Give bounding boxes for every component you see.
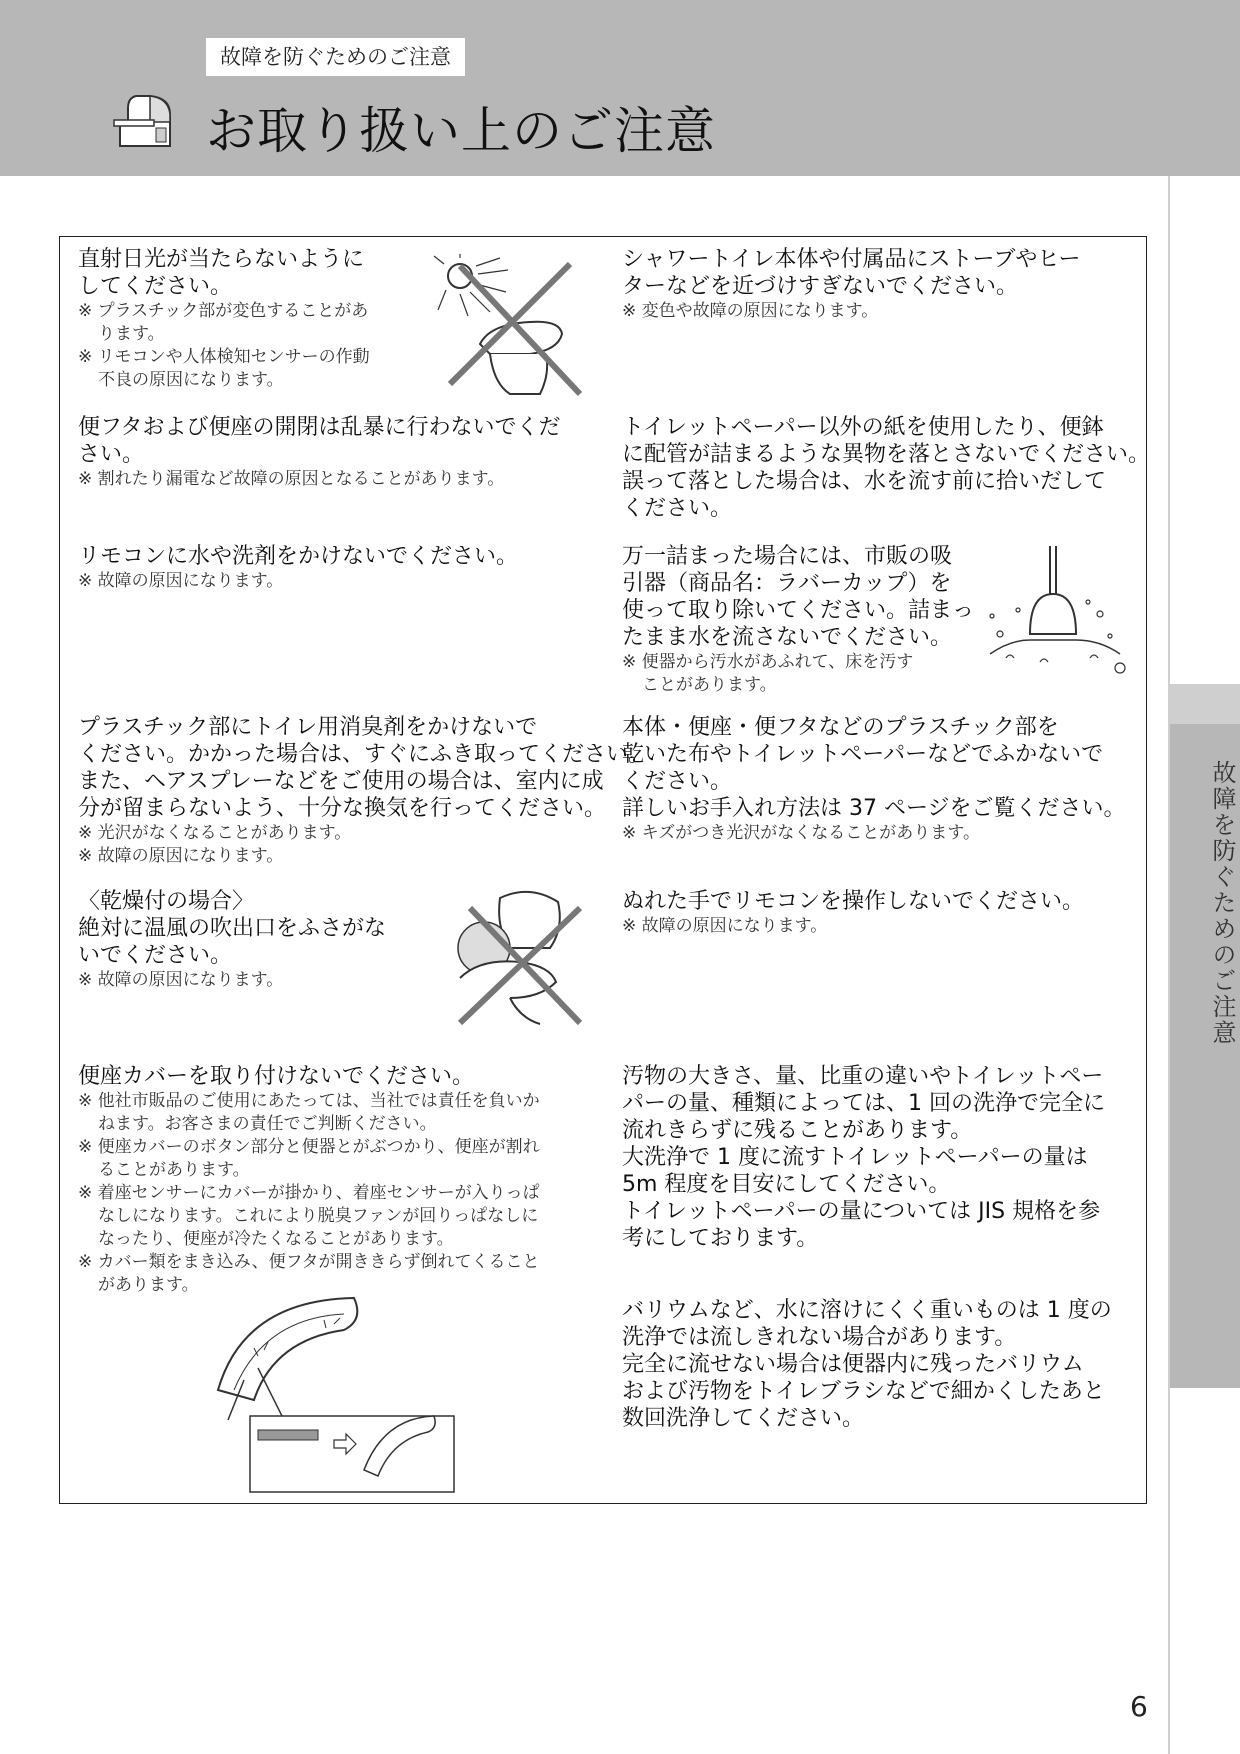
caution-note-line: ※ 着座センサーにカバーが掛かり、着座センサーが入りっぱ [78, 1183, 540, 1203]
caution-heading-line: 詳しいお手入れ方法は 37 ページをご覧ください。 [622, 796, 1126, 821]
caution-heading-line: いでください。 [78, 943, 233, 968]
caution-note-line: ※ 故障の原因になります。 [78, 571, 284, 591]
caution-note-line: ※ 便座カバーのボタン部分と便器とがぶつかり、便座が割れ [78, 1137, 540, 1157]
dryer-outlet-illustration [440, 888, 590, 1032]
side-tab-label: 故障を防ぐためのご注意 [1208, 760, 1236, 1046]
caution-note-line: ※ 割れたり漏電など故障の原因となることがあります。 [78, 469, 505, 489]
caution-heading-line: 考にしております。 [622, 1226, 819, 1251]
caution-note-line: ※ 故障の原因になります。 [622, 916, 828, 936]
caution-heading-line: 本体・便座・便フタなどのプラスチック部を [622, 715, 1059, 740]
caution-note-line: ※ 便器から汚水があふれて、床を汚す [622, 652, 914, 672]
caution-heading-line: 洗浄では流しきれない場合があります。 [622, 1325, 1017, 1350]
caution-seat-cover [78, 1063, 540, 1297]
caution-heading-line: ください。かかった場合は、すぐにふき取ってください。 [78, 742, 651, 767]
caution-note-line: ※ 故障の原因になります。 [78, 846, 284, 866]
seat-cover-illustration [214, 1290, 464, 1499]
page-number: 6 [1130, 1690, 1148, 1723]
caution-heading-line: ください。 [622, 769, 733, 794]
caution-heading-line: 5m 程度を目安にしてください。 [622, 1172, 951, 1197]
caution-heading-line: プラスチック部にトイレ用消臭剤をかけないで [78, 715, 538, 740]
caution-heading-line: 汚物の大きさ、量、比重の違いやトイレットペー [622, 1064, 1104, 1089]
caution-heading-line: 直射日光が当たらないように [78, 247, 365, 272]
caution-heading-line: 大洗浄で 1 度に流すトイレットペーパーの量は [622, 1145, 1088, 1170]
caution-note-line: ※ キズがつき光沢がなくなることがあります。 [622, 823, 980, 843]
caution-heading-line: してください。 [78, 274, 233, 299]
caution-heading-line: バリウムなど、水に溶けにくく重いものは 1 度の [622, 1298, 1112, 1323]
caution-note-line: なったり、便座が冷たくなることがあります。 [98, 1229, 454, 1249]
caution-heading-line: パーの量、種類によっては、1 回の洗浄で完全に [622, 1091, 1105, 1116]
caution-note-line: ることがあります。 [98, 1160, 250, 1180]
caution-note-line: があります。 [98, 1275, 199, 1295]
caution-note-line: ※ 他社市販品のご使用にあたっては、当社では責任を負いか [78, 1091, 540, 1111]
caution-note-line: ります。 [98, 324, 165, 344]
caution-heading-line: 使って取り除いてください。詰まっ [622, 598, 975, 623]
toilet-seat-icon [110, 84, 180, 158]
caution-heading-line: さい。 [78, 442, 145, 467]
caution-heading-line: 便座カバーを取り付けないでください。 [78, 1064, 475, 1089]
caution-heaters [622, 246, 1080, 323]
side-tab-highlight [1170, 684, 1240, 724]
caution-heading-line: に配管が詰まるような異物を落とさないでください。 [622, 442, 1151, 467]
caution-heading-line: トイレットペーパー以外の紙を使用したり、便鉢 [622, 415, 1104, 440]
caution-heading-line: 絶対に温風の吹出口をふさがな [78, 916, 387, 941]
caution-heading-line: また、ヘアスプレーなどをご使用の場合は、室内に成 [78, 769, 604, 794]
caution-barium [622, 1297, 1112, 1432]
caution-wiping [622, 714, 1126, 845]
caution-heading-line: 流れきらずに残ることがあります。 [622, 1118, 973, 1143]
caution-note-line: なしになります。これにより脱臭ファンが回りっぱなしに [98, 1206, 539, 1226]
caution-heading-line: 〈乾燥付の場合〉 [78, 889, 255, 914]
caution-note-line: ※ プラスチック部が変色することがあ [78, 301, 369, 321]
caution-heading-line: リモコンに水や洗剤をかけないでください。 [78, 544, 519, 569]
caution-heading-line: および汚物をトイレブラシなどで細かくしたあと [622, 1379, 1105, 1404]
caution-note-line: ※ 変色や故障の原因になります。 [622, 301, 879, 321]
caution-note-line: 不良の原因になります。 [98, 370, 284, 390]
caution-deodorant [78, 714, 650, 868]
caution-dryer-outlet [78, 888, 386, 992]
caution-flush-amount [622, 1063, 1105, 1252]
caution-heading-line: 完全に流せない場合は便器内に残ったバリウム [622, 1352, 1084, 1377]
caution-remote-water [78, 543, 518, 593]
caution-direct-sunlight [78, 246, 370, 392]
caution-heading-line: 分が留まらないよう、十分な換気を行ってください。 [78, 796, 607, 821]
caution-heading-line: シャワートイレ本体や付属品にストーブやヒー [622, 247, 1081, 272]
section-label: 故障を防ぐためのご注意 [206, 38, 465, 76]
caution-heading-line: 万一詰まった場合には、市販の吸 [622, 544, 953, 569]
caution-wet-hands [622, 888, 1084, 938]
caution-heading-line: ターなどを近づけすぎないでください。 [622, 274, 1019, 299]
plunger-illustration [970, 544, 1130, 688]
caution-heading-line: 乾いた布やトイレットペーパーなどでふかないで [622, 742, 1104, 767]
caution-note-line: ※ カバー類をまき込み、便フタが開ききらず倒れてくること [78, 1252, 540, 1272]
caution-clog-plunger [622, 543, 974, 697]
page-header [0, 0, 1240, 176]
caution-heading-line: たまま水を流さないでください。 [622, 625, 953, 650]
caution-heading-line: 誤って落とした場合は、水を流す前に拾いだして [622, 469, 1107, 494]
caution-heading-line: トイレットペーパーの量については JIS 規格を参 [622, 1199, 1101, 1224]
caution-foreign-objects [622, 414, 1150, 522]
sunlight-illustration [430, 254, 590, 408]
caution-note-line: ことがあります。 [642, 675, 777, 695]
caution-heading-line: 数回洗浄してください。 [622, 1406, 865, 1431]
caution-lid-handling [78, 414, 560, 491]
caution-note-line: ※ 光沢がなくなることがあります。 [78, 823, 352, 843]
caution-heading-line: 便フタおよび便座の開閉は乱暴に行わないでくだ [78, 415, 561, 440]
caution-note-line: ※ リモコンや人体検知センサーの作動 [78, 347, 370, 367]
caution-note-line: ※ 故障の原因になります。 [78, 970, 284, 990]
page-title: お取り扱い上のご注意 [206, 102, 716, 160]
caution-heading-line: ください。 [622, 496, 733, 521]
caution-note-line: ねます。お客さまの責任でご判断ください。 [98, 1114, 437, 1134]
caution-heading-line: ぬれた手でリモコンを操作しないでください。 [622, 889, 1085, 914]
caution-heading-line: 引器（商品名：ラバーカップ）を [622, 571, 952, 596]
